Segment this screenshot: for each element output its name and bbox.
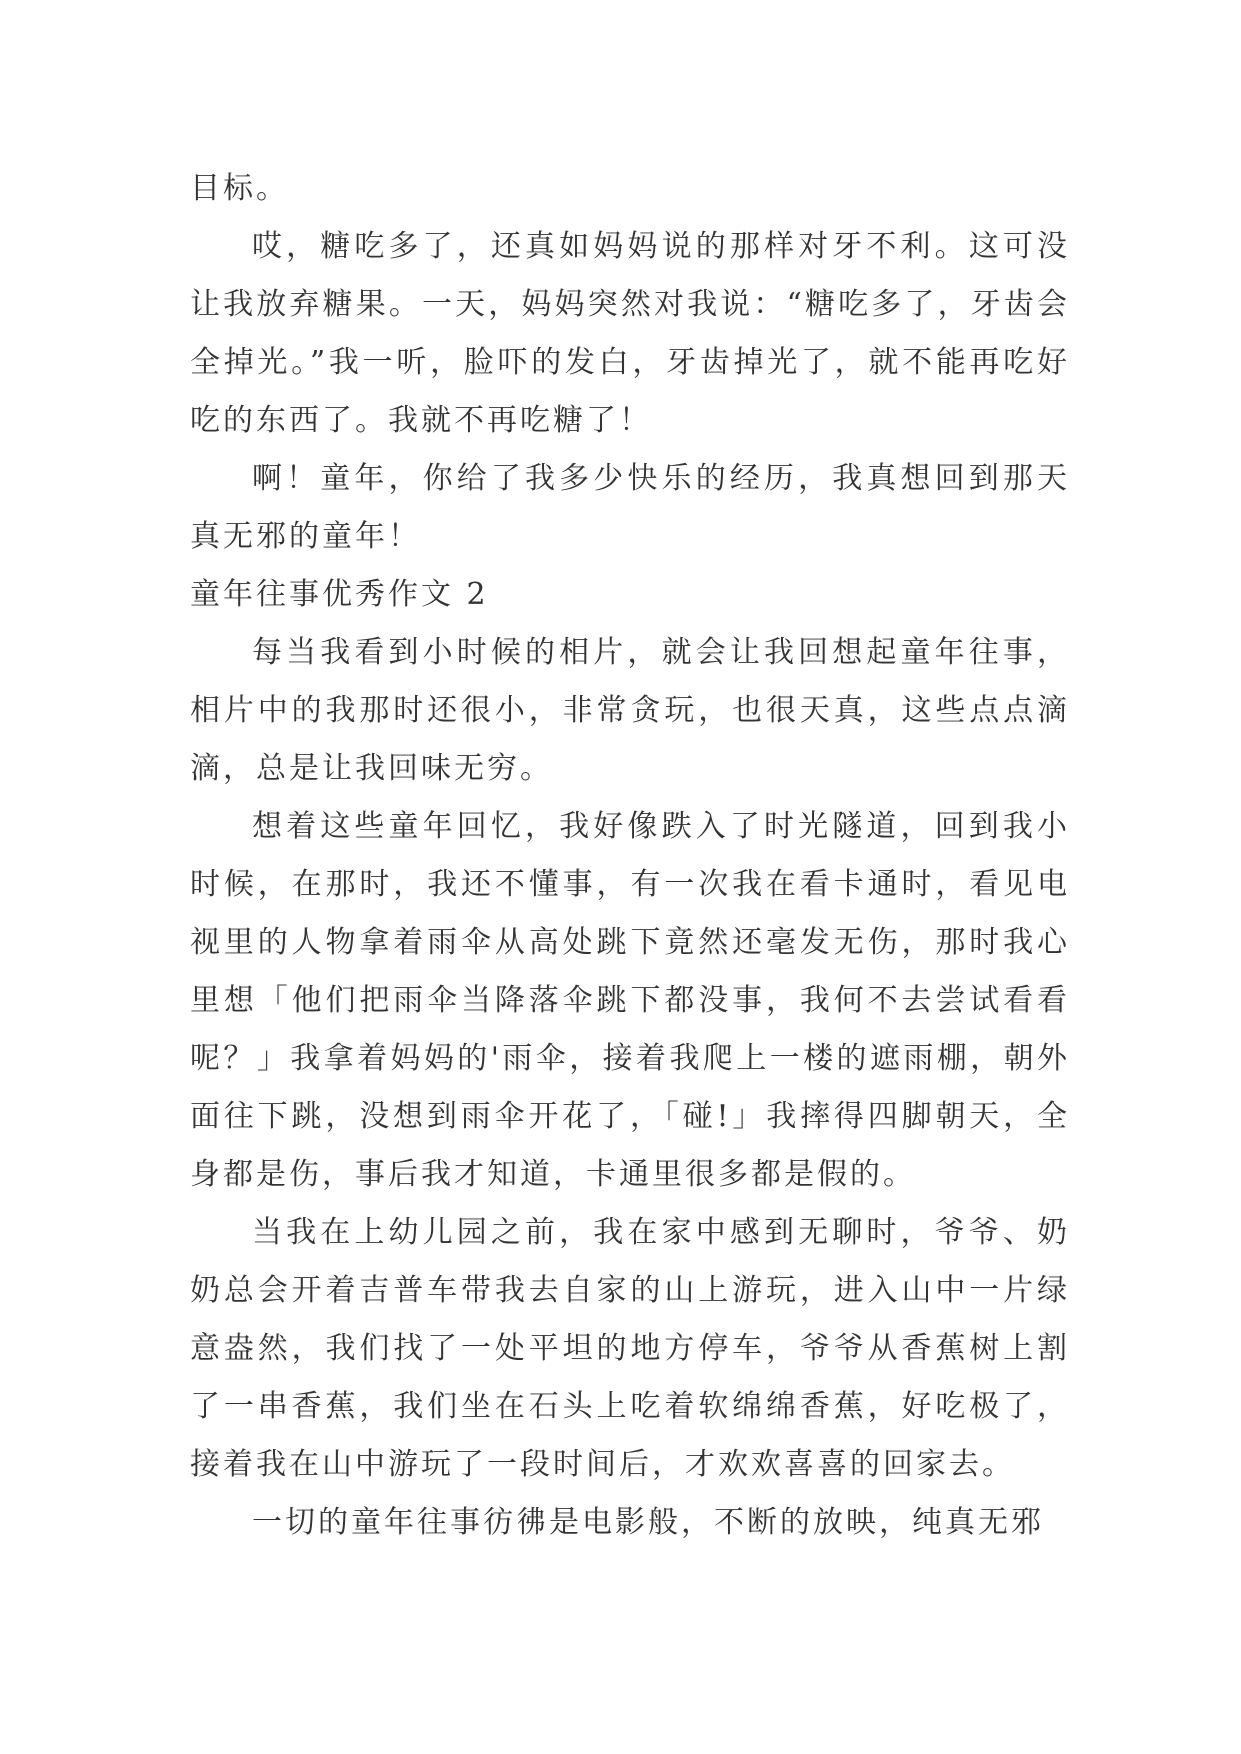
section-title: 童年往事优秀作文 2: [190, 577, 489, 612]
paragraph: 每当我看到小时候的相片，就会让我回想起童年往事，相片中的我那时还很小，非常贪玩，也很天真，这些点点滴滴，总是让我回味无穷。: [190, 635, 1070, 786]
document-body: [190, 160, 1070, 1552]
paragraph: 当我在上幼儿园之前，我在家中感到无聊时，爷爷、奶奶总会开着吉普车带我去自家的山上游玩，进入山中一片绿意盎然，我们找了一处平坦的地方停车，爷爷从香蕉树上割了一串香蕉，我们坐在石头上吃着软绵绵香蕉，好吃极了，接着我在山中游玩了一段时间后，才欢欢喜喜的回家去。: [190, 1215, 1070, 1482]
paragraph: 哎，糖吃多了，还真如妈妈说的那样对牙不利。这可没让我放弃糖果。一天，妈妈突然对我说：“糖吃多了，牙齿会全掉光。”我一听，脸吓的发白，牙齿掉光了，就不能再吃好吃的东西了。我就不再吃糖了！: [190, 229, 1070, 438]
paragraph: 啊！童年，你给了我多少快乐的经历，我真想回到那天真无邪的童年！: [190, 461, 1070, 554]
paragraph: 想着这些童年回忆，我好像跌入了时光隧道，回到我小时候，在那时，我还不懂事，有一次我在看卡通时，看见电视里的人物拿着雨伞从高处跳下竟然还毫发无伤，那时我心里想「他们把雨伞当降落伞跳下都没事，我何不去尝试看看呢？」我拿着妈妈的'雨伞，接着我爬上一楼的遮雨棚，朝外面往下跳，没想到雨伞开花了，「碰!」我摔得四脚朝天，全身都是伤，事后我才知道，卡通里很多都是假的。: [190, 809, 1070, 1192]
paragraph: 目标。: [190, 171, 289, 206]
paragraph: 一切的童年往事彷彿是电影般，不断的放映，纯真无邪: [252, 1505, 1044, 1540]
